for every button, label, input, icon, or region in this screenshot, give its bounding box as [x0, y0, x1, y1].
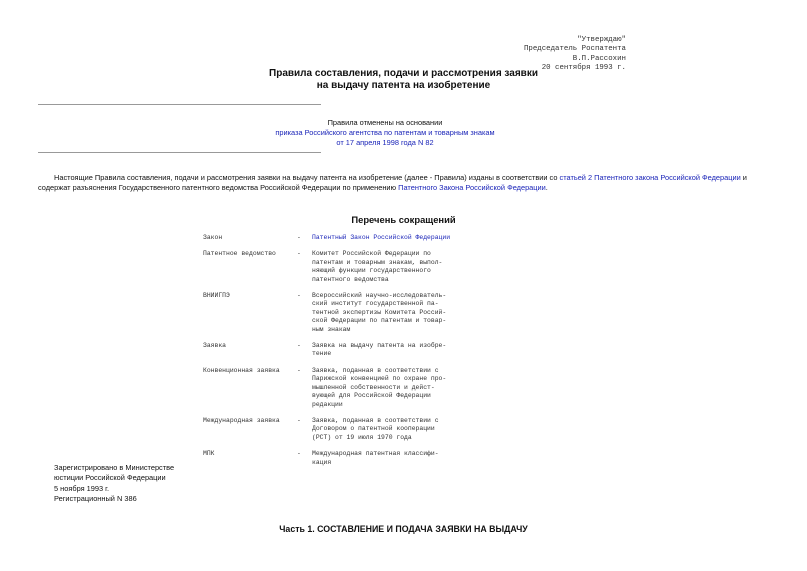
approval-line: Председатель Роспатента — [523, 45, 626, 54]
cancellation-order-link[interactable]: приказа Российского агентства по патентам и товарным знакам — [275, 128, 495, 137]
registration-note — [54, 463, 174, 505]
title-line-2: на выдачу патента на изобретение — [316, 80, 491, 91]
abbreviation-term: МПК — [203, 450, 215, 458]
abbreviation-row — [203, 234, 503, 242]
abbreviations-list — [203, 234, 503, 475]
abbreviation-dash: - — [297, 250, 301, 258]
abbreviation-term: Заявка — [203, 342, 227, 350]
abbreviation-definition: Заявка на выдачу патента на изобре- тение — [312, 342, 447, 358]
intro-text: . — [545, 183, 548, 193]
registration-line: юстиции Российской Федерации — [54, 473, 166, 483]
abbreviation-row — [203, 450, 503, 467]
abbreviation-dash: - — [297, 416, 301, 424]
approval-line: 20 сентября 1993 г. — [541, 64, 626, 73]
abbreviation-definition-link[interactable]: Патентный Закон Российской Федерации — [312, 234, 451, 241]
document-title — [0, 68, 807, 92]
abbreviation-row — [203, 417, 503, 442]
intro-text: Настоящие Правила составления, подачи и рассмотрения заявки на выдачу патента на изобретение (далее - Правила) изданы в соответствии со — [54, 173, 560, 182]
divider-bottom — [38, 152, 321, 153]
abbreviation-definition: Комитет Российской Федерации по патентам и товарным знакам, выпол- няющий функции государственного патентного ведомства — [312, 250, 443, 283]
abbreviation-dash: - — [297, 234, 301, 241]
intro-text: и содержат разъяснения Государственного патентного ведомства Российской Федерации по применению — [38, 173, 747, 193]
abbreviation-row — [203, 367, 503, 409]
abbreviation-dash: - — [297, 366, 301, 374]
abbreviations-heading: Перечень сокращений — [351, 214, 456, 225]
abbreviation-dash: - — [297, 450, 301, 458]
abbreviation-definition: Заявка, поданная в соответствии с Договором о патентной кооперации (РСТ) от 19 июля 1970 года — [312, 416, 439, 441]
abbreviation-term: Закон — [203, 234, 223, 241]
abbreviation-dash: - — [297, 292, 301, 300]
abbreviation-row — [203, 250, 503, 284]
abbreviation-term: ВНИИГПЭ — [203, 292, 230, 300]
divider-top — [38, 104, 321, 105]
abbreviation-definition: Всероссийский научно-исследователь- ский институт государственной па- тентной экспертизы Комитета Россий- ской Федерации по патентам и товар- ным знакам — [312, 292, 447, 333]
cancellation-date-link[interactable]: от 17 апреля 1998 года N 82 — [336, 138, 434, 147]
abbreviation-term: Конвенционная заявка — [203, 366, 280, 374]
registration-line: Регистрационный N 386 — [54, 494, 137, 504]
approval-line: "Утверждаю" — [577, 36, 626, 44]
cancellation-notice — [250, 118, 520, 148]
part-heading: Часть 1. СОСТАВЛЕНИЕ И ПОДАЧА ЗАЯВКИ НА ВЫДАЧУ — [279, 524, 528, 534]
registration-line: 5 ноября 1993 г. — [54, 483, 110, 493]
abbreviation-term: Патентное ведомство — [203, 250, 276, 258]
abbreviation-definition: Международная патентная классифи- кация — [312, 450, 439, 466]
patent-law-link[interactable]: Патентного Закона Российской Федерации — [398, 183, 546, 193]
cancellation-line: Правила отменены на основании — [327, 118, 443, 127]
intro-paragraph — [38, 173, 773, 194]
abbreviation-term: Международная заявка — [203, 416, 280, 424]
registration-line: Зарегистрировано в Министерстве — [54, 463, 175, 472]
approval-line: В.П.Рассохин — [572, 54, 626, 63]
abbreviation-dash: - — [297, 342, 301, 350]
abbreviation-row — [203, 342, 503, 359]
abbreviation-row — [203, 292, 503, 334]
law-article-link[interactable]: статьей 2 Патентного закона Российской Федерации — [559, 173, 741, 182]
abbreviation-definition: Заявка, поданная в соответствии с Парижской конвенцией по охране про- мышленной собственности и дейст- вующей для Российской Федерации редакции — [312, 366, 447, 408]
title-line-1: Правила составления, подачи и рассмотрения заявки — [269, 68, 538, 79]
